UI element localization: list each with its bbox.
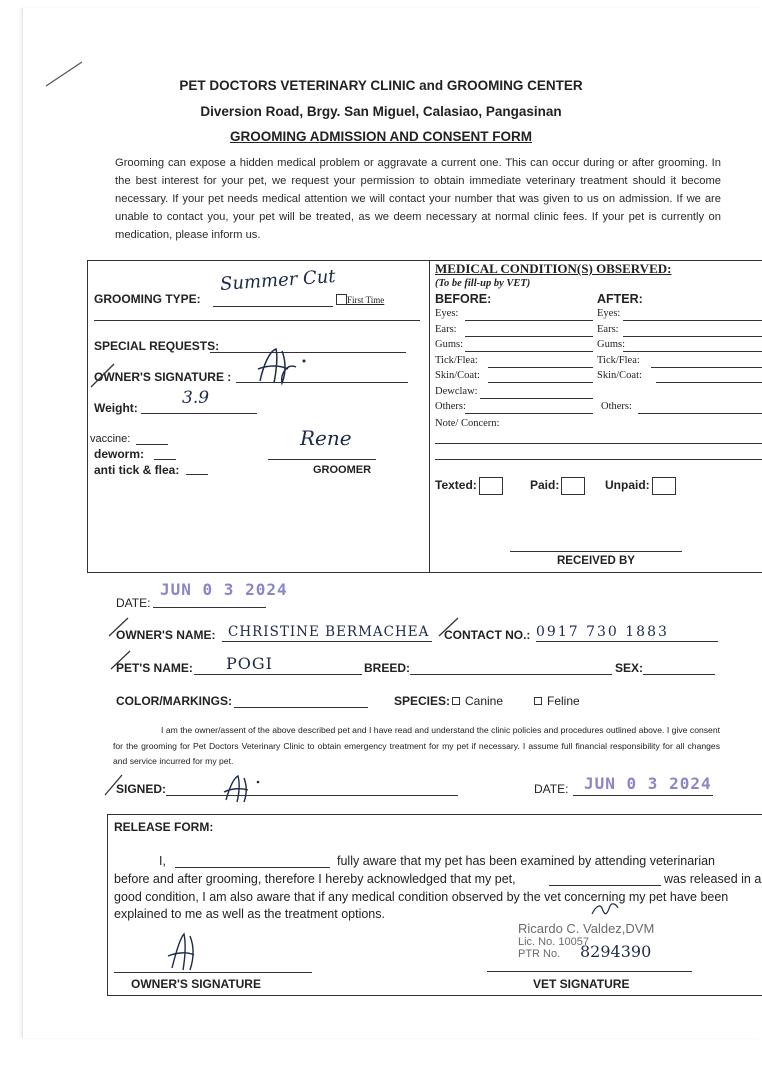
release-title: RELEASE FORM: (114, 820, 214, 834)
after-item-label: Gums: (597, 339, 626, 350)
vet-signature-label: VET SIGNATURE (533, 977, 630, 991)
paid-field[interactable] (530, 477, 585, 495)
anti-tick-label: anti tick & flea: (94, 463, 180, 477)
after-item-label: Tick/Flea: (597, 354, 640, 366)
groomer-line (268, 459, 376, 460)
date-label: DATE: (116, 596, 151, 610)
sex-line[interactable] (643, 674, 715, 675)
color-markings-line[interactable] (234, 707, 368, 708)
release-line1-b: fully aware that my pet has been examined by attending veterinarian (337, 854, 716, 868)
vet-ptr-label: PTR No. (518, 948, 561, 960)
release-line4: explained to me as well as the treatment options. (114, 907, 385, 921)
after-item-line[interactable] (623, 351, 762, 352)
species-label: SPECIES: (394, 694, 451, 708)
vet-name: Ricardo C. Valdez,DVM (518, 921, 655, 936)
intro-text: Grooming can expose a hidden medical problem or aggravate a current one. This can occur during or after grooming. In the best interest for your pet, we request your permission to obtain immediate veterinary treatment should it become necessary. If your pet needs medical attention we will contact your number that was given to us on admission. If we are unable to contact you, your pet will be treated, as we deem necessary at normal clinic fees. If your pet is currently on medication, please inform us. (115, 157, 721, 241)
before-item-line[interactable] (480, 398, 593, 399)
paid-checkbox[interactable] (561, 477, 585, 495)
after-item-line[interactable] (651, 367, 762, 368)
grooming-type-line (213, 306, 333, 307)
pet-name-value[interactable]: POGI (226, 654, 273, 673)
before-item (435, 308, 458, 319)
signed-line[interactable] (166, 795, 458, 796)
texted-label: Texted: (435, 478, 477, 493)
anti-tick-line[interactable] (186, 474, 208, 475)
before-item (435, 339, 463, 350)
feline-option[interactable] (534, 694, 580, 708)
after-item-label: Eyes: (597, 308, 621, 319)
after-label: AFTER: (597, 292, 643, 306)
medical-subtitle: (To be fill-up by VET) (435, 278, 531, 289)
form-title: GROOMING ADMISSION AND CONSENT FORM (230, 129, 532, 144)
received-by-line[interactable] (510, 551, 682, 552)
release-line2-b: was released in a (664, 872, 762, 886)
owner-release-signature-scribble (164, 928, 208, 974)
canine-checkbox[interactable] (452, 697, 460, 705)
before-item-label: Others: (435, 401, 466, 412)
before-item-line[interactable] (488, 367, 593, 368)
before-item-label: Gums: (435, 339, 464, 350)
release-pet-line[interactable] (549, 885, 661, 886)
owner-name-label: OWNER'S NAME: (116, 628, 216, 642)
texted-field[interactable] (435, 477, 503, 495)
weight-line (141, 413, 257, 414)
before-item (435, 401, 466, 412)
before-item (435, 324, 457, 335)
before-item (435, 386, 478, 397)
note-line-1[interactable] (435, 443, 762, 444)
before-item-label: Skin/Coat: (435, 370, 480, 381)
weight-value[interactable]: 3.9 (182, 388, 210, 408)
signed-signature-scribble (220, 770, 264, 806)
canine-label: Canine (465, 694, 504, 708)
groomer-name: Rene (300, 426, 352, 450)
special-requests-label: SPECIAL REQUESTS: (94, 339, 220, 353)
vet-signature-line[interactable] (487, 971, 692, 972)
clinic-address: Diversion Road, Brgy. San Miguel, Calasiao, Pangasinan (200, 104, 562, 119)
pet-name-line (194, 674, 362, 675)
vet-lic-no: Lic. No. 10057 (518, 936, 589, 948)
release-name-line[interactable] (175, 867, 330, 868)
owner-name-value[interactable]: CHRISTINE BERMACHEA (228, 624, 430, 640)
vaccine-label: vaccine: (90, 433, 131, 445)
after-item (597, 308, 620, 319)
grooming-type-value[interactable]: Summer Cut (219, 265, 337, 296)
texted-checkbox[interactable] (479, 477, 503, 495)
medical-title: MEDICAL CONDITION(S) OBSERVED: (435, 261, 672, 276)
clinic-name: PET DOCTORS VETERINARY CLINIC and GROOMING CENTER (179, 78, 583, 93)
release-line3: good condition, I am also aware that if any medical condition observed by the vet concerning my pet have been (114, 890, 729, 904)
medical-box (428, 260, 762, 573)
after-item (597, 370, 642, 381)
color-markings-label: COLOR/MARKINGS: (116, 694, 232, 708)
after-item-label: Ears: (597, 323, 619, 335)
groomer-label: GROOMER (313, 464, 372, 476)
after-item (601, 401, 632, 412)
before-item (435, 355, 478, 366)
after-item-label: Others: (601, 401, 632, 412)
after-item-line[interactable] (656, 382, 762, 383)
after-item (597, 339, 625, 350)
before-item-label: Dewclaw: (435, 385, 478, 397)
before-item-label: Tick/Flea: (435, 354, 478, 366)
after-item-line[interactable] (623, 320, 762, 321)
signed-label: SIGNED: (116, 782, 167, 796)
contact-line (536, 641, 718, 642)
date2-line[interactable] (573, 795, 713, 796)
special-requests-line[interactable] (210, 352, 406, 353)
grooming-type-label: GROOMING TYPE: (94, 292, 201, 306)
release-line1-a: I, (159, 854, 166, 868)
weight-label: Weight: (94, 401, 138, 415)
owner-name-line (222, 641, 432, 642)
grooming-type-line-2 (94, 320, 420, 321)
date-line[interactable] (153, 607, 266, 608)
before-item-line[interactable] (488, 382, 593, 383)
paid-label: Paid: (530, 478, 560, 493)
unpaid-field[interactable] (605, 477, 676, 495)
owner-signature-scribble (252, 343, 308, 391)
before-item-line[interactable] (465, 413, 593, 414)
before-item-label: Eyes: (435, 308, 459, 319)
before-item-label: Ears: (435, 323, 457, 335)
unpaid-checkbox[interactable] (652, 477, 676, 495)
note-line-2[interactable] (435, 459, 762, 460)
owner-release-signature-label: OWNER'S SIGNATURE (131, 977, 261, 991)
first-time-label: First Time (347, 295, 385, 305)
date2-stamp: JUN 0 3 2024 (584, 774, 712, 793)
date-stamp: JUN 0 3 2024 (160, 580, 288, 599)
deworm-line[interactable] (154, 459, 176, 460)
before-item (435, 370, 480, 381)
deworm-label: deworm: (94, 447, 145, 461)
owner-signature-label: OWNER'S SIGNATURE : (94, 370, 232, 384)
after-item-line[interactable] (638, 413, 762, 414)
vet-ptr-value: 8294390 (580, 942, 652, 961)
first-time-checkbox[interactable] (336, 294, 347, 305)
checkmark-icon (88, 360, 118, 390)
consent-text: I am the owner/assent of the above described pet and I have read and understand the clinic policies and procedures outlined above. I give consent for the grooming for Pet Doctors Veterinary Clinic to obtain emergency treatment for my pet if necessary. I assume full financial responsibility for all changes and service incurred for my pet. (113, 725, 720, 766)
after-item (597, 355, 640, 366)
after-item-line[interactable] (623, 336, 762, 337)
unpaid-label: Unpaid: (605, 478, 650, 493)
breed-label: BREED: (364, 661, 411, 675)
owner-release-signature-line[interactable] (114, 972, 312, 973)
contact-value[interactable]: 0917 730 1883 (536, 624, 669, 640)
after-item-label: Skin/Coat: (597, 370, 642, 381)
sex-label: SEX: (615, 661, 644, 675)
before-label: BEFORE: (435, 292, 492, 306)
received-by-label: RECEIVED BY (557, 555, 635, 567)
breed-line[interactable] (410, 674, 612, 675)
feline-checkbox[interactable] (534, 697, 542, 705)
before-item-line[interactable] (465, 336, 593, 337)
vaccine-line[interactable] (136, 444, 168, 445)
release-line2-a: before and after grooming, therefore I hereby acknowledged that my pet, (114, 872, 516, 886)
note-label: Note/ Concern: (435, 418, 500, 429)
pet-name-label: PET'S NAME: (116, 661, 193, 675)
date2-label: DATE: (534, 782, 569, 796)
canine-option[interactable] (452, 694, 503, 708)
contact-label: CONTACT NO.: (444, 628, 531, 642)
after-item (597, 324, 619, 335)
before-item-line[interactable] (465, 351, 593, 352)
feline-label: Feline (547, 694, 580, 708)
before-item-line[interactable] (465, 320, 593, 321)
